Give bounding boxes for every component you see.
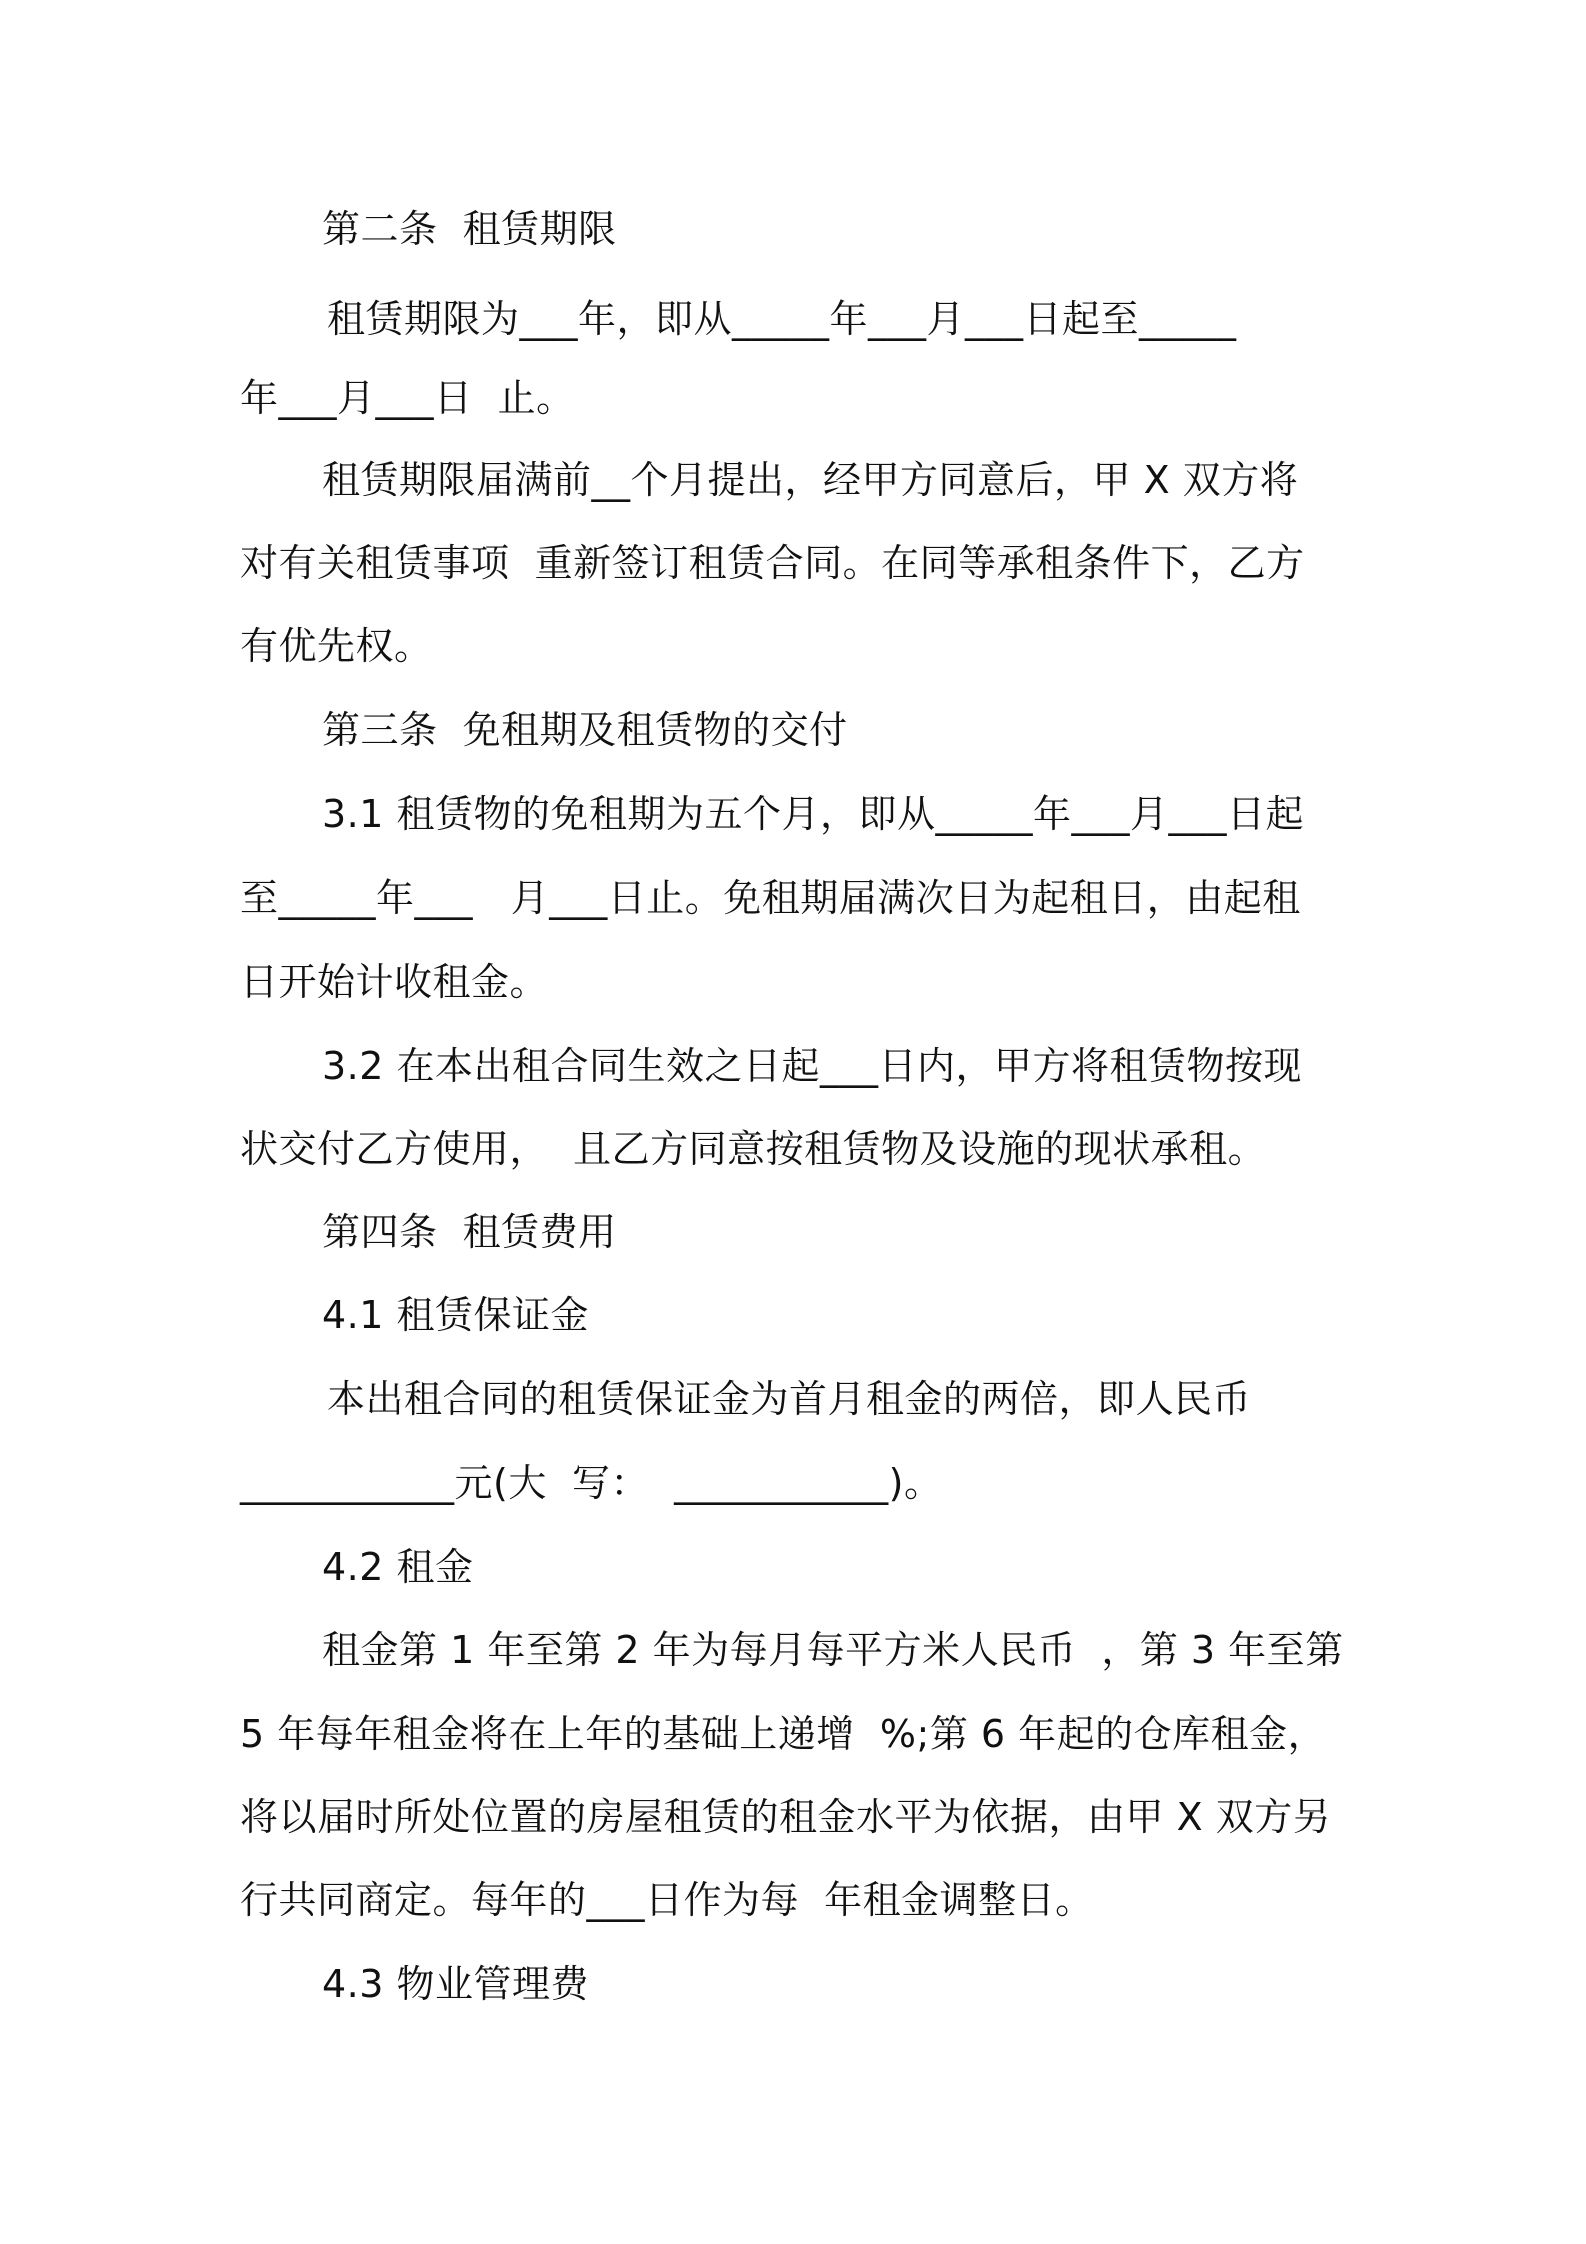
clause-4-3-heading: 4.3 物业管理费 xyxy=(322,1962,590,2006)
clause-4-1-heading: 4.1 租赁保证金 xyxy=(322,1293,590,1337)
deposit-line-2: ___________元(大 写： ___________)。 xyxy=(240,1461,943,1505)
renewal-line-2: 对有关租赁事项 重新签订租赁合同。在同等承租条件下，乙方 xyxy=(240,541,1305,585)
article-3-heading: 第三条 免租期及租赁物的交付 xyxy=(322,708,848,752)
clause-3-2-line-2: 状交付乙方使用， 且乙方同意按租赁物及设施的现状承租。 xyxy=(240,1127,1267,1171)
renewal-line-3: 有优先权。 xyxy=(240,624,433,668)
clause-3-1-line-2: 至_____年___ 月___日止。免租期届满次日为起租日，由起租 xyxy=(240,876,1301,920)
clause-3-1-line-1: 3.1 租赁物的免租期为五个月，即从_____年___月___日起 xyxy=(322,792,1305,836)
deposit-line-1: 本出租合同的租赁保证金为首月租金的两倍，即人民币 xyxy=(327,1377,1252,1421)
renewal-line-1: 租赁期限届满前__个月提出，经甲方同意后，甲 X 双方将 xyxy=(322,458,1299,502)
rent-line-4: 行共同商定。每年的___日作为每 年租金调整日。 xyxy=(240,1878,1094,1922)
article-2-heading: 第二条 租赁期限 xyxy=(322,207,617,251)
rent-line-3: 将以届时所处位置的房屋租赁的租金水平为依据，由甲 X 双方另 xyxy=(240,1795,1332,1839)
lease-term-line-2: 年___月___日 止。 xyxy=(240,376,575,420)
article-4-heading: 第四条 租赁费用 xyxy=(322,1210,617,1254)
clause-3-1-line-3: 日开始计收租金。 xyxy=(240,960,549,1004)
clause-3-2-line-1: 3.2 在本出租合同生效之日起___日内，甲方将租赁物按现 xyxy=(322,1044,1303,1088)
rent-line-1: 租金第 1 年至第 2 年为每月每平方米人民币 ，第 3 年至第 xyxy=(322,1628,1344,1672)
clause-4-2-heading: 4.2 租金 xyxy=(322,1545,474,1589)
lease-term-line-1: 租赁期限为___年，即从_____年___月___日起至_____ xyxy=(327,297,1237,341)
rent-line-2: 5 年每年租金将在上年的基础上递增 %;第 6 年起的仓库租金， xyxy=(240,1712,1327,1756)
